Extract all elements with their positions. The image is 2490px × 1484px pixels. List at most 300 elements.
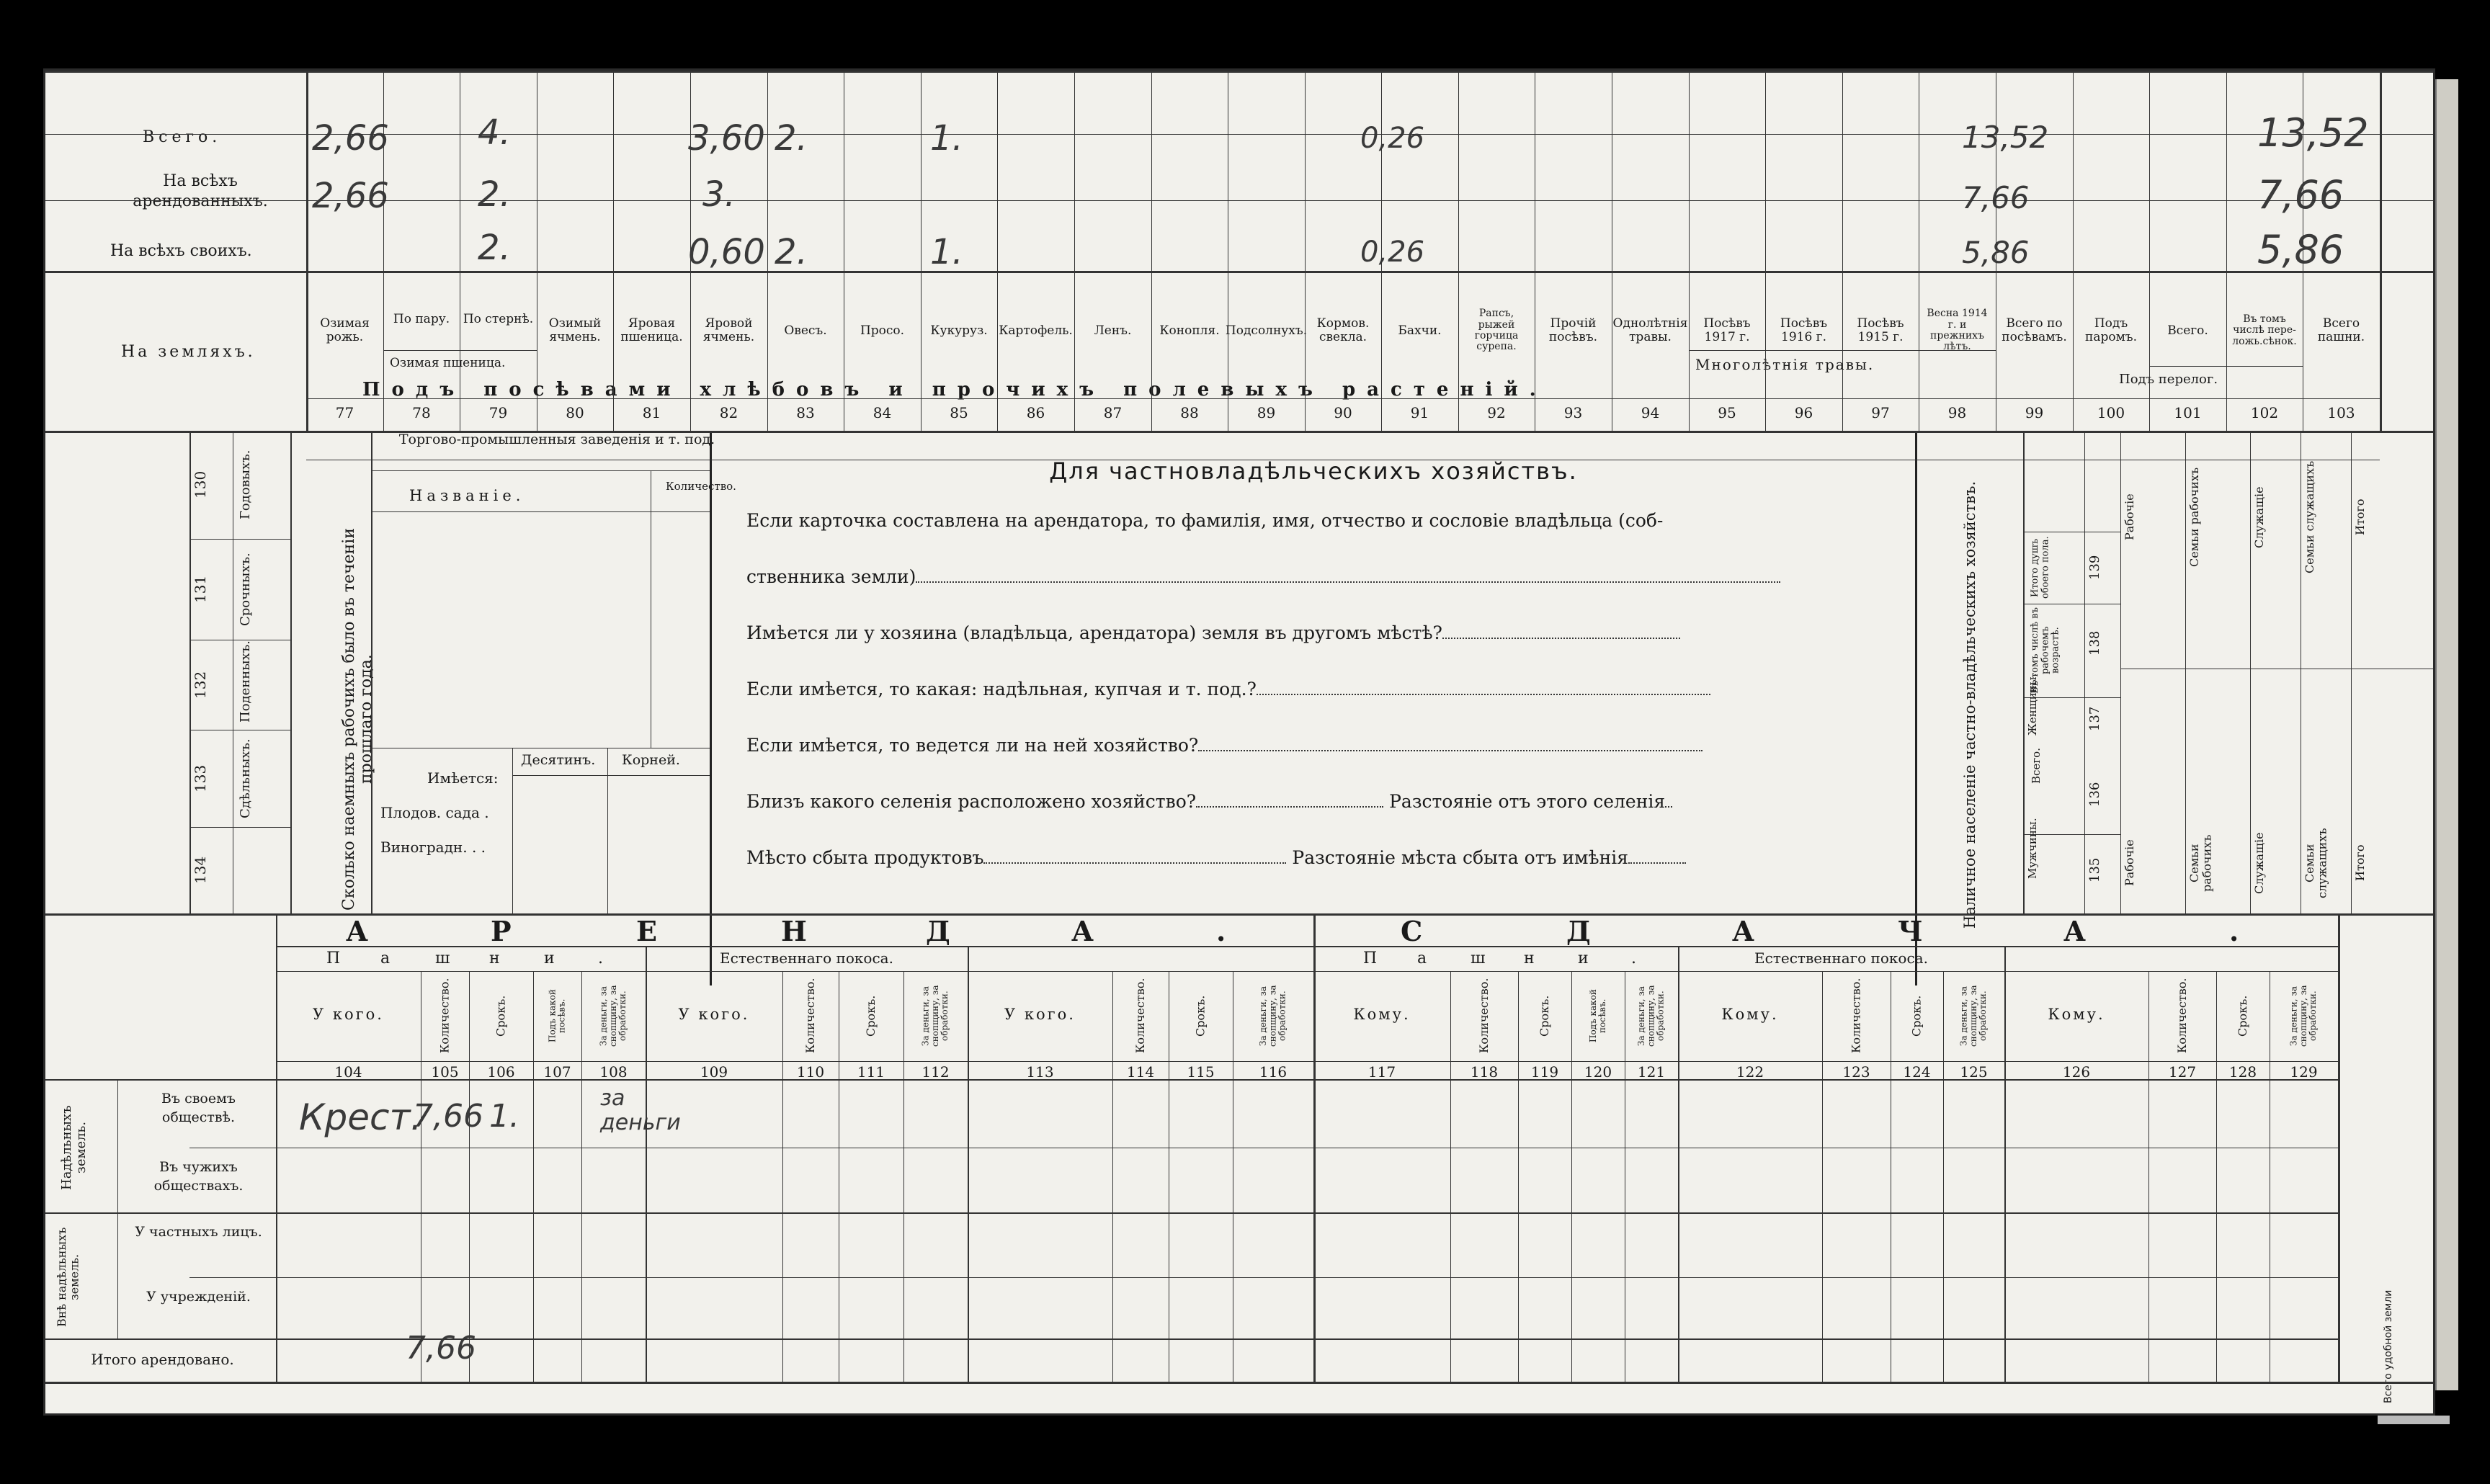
column-header: По стернѣ. [463,311,534,326]
column-number: 86 [1026,404,1045,421]
worker-row-number: 132 [192,671,209,699]
rule-line [371,511,710,512]
box-line-4-text: Если имѣется, то какая: надѣльная, купчая и т. под.? [746,679,1257,699]
column-header: Ленъ. [1094,323,1132,338]
lease-column-number: 108 [599,1063,628,1081]
pashni-letter: и [544,949,555,967]
rule-line [45,200,2435,201]
rule-line [45,1212,2338,1214]
row-label-na-zemlyakh: На земляхъ. [121,343,256,361]
column-header: Весна 1914 г. и прежнихъ лѣтъ. [1927,308,1988,353]
sdacha-letter: Д [1566,915,1591,947]
rule-line [383,71,384,431]
column-header: Яровой ячмень. [702,316,755,344]
rule-line [306,71,308,431]
pashni-letter: П [1363,949,1378,967]
column-header: Всего пашни. [2317,316,2365,344]
ozim-psh-caption: Озимая пшеница. [390,356,506,370]
column-header: Яровая пшеница. [620,316,683,344]
lease-column-number: 113 [1026,1063,1054,1081]
rule-line [1112,971,1113,1382]
rule-line [581,971,582,1382]
right-margin-note: Всего удобной земли [2383,1289,2394,1403]
lease-column-number: 129 [2290,1063,2318,1081]
pop-number: 137 [2087,706,2102,732]
column-header: Всего по посѣвамъ. [2002,316,2067,344]
column-number: 98 [1947,404,1967,421]
rule-line [2149,366,2303,367]
worker-row-number: 130 [192,470,209,499]
column-number: 89 [1257,404,1276,421]
lease-column-number: 123 [1842,1063,1870,1081]
box-line-7-text: Мѣсто сбыта продуктовъ [746,847,984,868]
hw-value: 4. [478,112,511,153]
box-line-3-text: Имѣется ли у хозяина (владѣльца, арендатора) земля въ другомъ мѣстѣ? [746,622,1442,643]
rule-line [903,971,904,1382]
desyatin-label: Десятинъ. [521,752,596,768]
pop-header: Итого душъ обоего пола. [2030,536,2051,599]
pop-column-header: Семьи рабочихъ [2187,467,2201,568]
lease-column-number: 119 [1530,1063,1559,1081]
rule-line [2148,971,2149,1382]
rule-line [2023,431,2025,913]
box-title: Для частновладѣльческихъ хозяйствъ. [1049,457,1578,485]
rule-line [469,971,470,1382]
census-card [43,68,2435,1416]
rule-line [2216,971,2217,1382]
column-number: 77 [335,404,354,421]
hw-value: 7,66 [413,1098,483,1135]
column-header: Рапсъ, рыжей горчица сурепа. [1474,308,1519,353]
lease-column-header: За деньги, за снопщину, за обработки. [920,985,950,1047]
pop-column-header: Рабочіе [2123,839,2136,887]
hw-value: 13,52 [1962,120,2049,155]
column-number: 82 [719,404,738,421]
hw-value: 2,66 [312,118,389,158]
lease-column-header: Срокъ. [1909,995,1924,1037]
lease-column-header: У кого. [313,1006,384,1023]
pop-group: Мужчины. [2026,818,2039,880]
hw-value: 5,86 [1962,235,2030,270]
lease-row-label: У учрежденій. [146,1289,251,1305]
worker-row-number: 133 [192,764,209,792]
column-header: Озимая рожь. [320,316,370,344]
lease-column-header: Срокъ. [494,995,508,1037]
rule-line [306,398,2380,399]
column-header: Конопля. [1159,323,1220,338]
column-header: Картофель. [999,323,1073,338]
arenda-letter: Д [926,915,950,947]
hw-value: 7,66 [1962,180,2030,215]
column-header: Озимый ячмень. [548,316,602,344]
rule-line [1381,71,1382,431]
pop-column-header: Итого [2353,844,2367,882]
imeetsya-label: Имѣется: [427,769,499,787]
column-number: 103 [2327,404,2355,421]
lease-column-header: Количество. [437,978,452,1054]
rule-line [997,71,998,431]
rule-line [533,971,534,1382]
hired-workers-caption: Сколько наемныхъ рабочихъ было въ теченіи прошлаго года. [340,527,376,911]
rule-line [2185,431,2186,913]
arenda-letter: Р [491,915,512,947]
column-header: Кормов. свекла. [1316,316,1370,344]
rule-line [1518,971,1519,1382]
column-number: 93 [1563,404,1583,421]
hw-value: 3. [702,174,736,215]
lease-column-number: 110 [796,1063,825,1081]
hw-value: за деньги [600,1086,681,1135]
box-line-7b-text: Разстояніе мѣста сбыта отъ имѣнія [1292,847,1629,868]
column-number: 92 [1487,404,1506,421]
rule-line [45,1338,2338,1340]
lease-column-header: Срокъ. [864,995,878,1037]
rule-line [45,71,2435,73]
plodov-sada-text: Плодов. сада [380,804,480,821]
kolichestvo-label: Количество. [666,480,736,493]
rule-line [613,71,614,431]
box-line-5-text: Если имѣется, то ведется ли на ней хозяйство? [746,735,1199,756]
crops-banner: Подъ посѣвами хлѣбовъ и прочихъ полевыхъ растеній. [362,379,1548,401]
column-number: 88 [1180,404,1199,421]
column-header: Всего. [2167,323,2208,338]
rule-line [371,431,372,913]
arenda-letter: Н [781,915,807,947]
rule-line [2338,913,2340,1382]
rule-line [1450,971,1451,1382]
column-number: 102 [2250,404,2279,421]
pop-number: 135 [2087,857,2102,883]
column-header: Бахчи. [1398,323,1442,338]
rule-line [276,913,277,1382]
worker-row-number: 131 [192,575,209,604]
row-label-svoikh: На всѣхъ своихъ. [110,242,252,260]
column-header: Посѣвъ 1917 г. [1703,316,1751,344]
rule-line [371,470,710,471]
hw-value: 2. [775,118,808,158]
lease-row-label: Въ своемъ обществѣ. [161,1091,236,1125]
rule-line [1689,71,1690,431]
lease-column-number: 106 [487,1063,515,1081]
rule-line [45,1382,2435,1384]
rule-line [189,1277,2338,1278]
lease-row-label: Въ чужихъ обществахъ. [153,1159,244,1194]
rule-line [690,71,691,431]
rule-line [1765,71,1766,431]
pashni-letter: и [1578,949,1589,967]
lease-column-header: За деньги, за снопщину, за обработки. [1636,985,1666,1047]
pop-column-header: Служащіе [2252,486,2266,548]
lease-column-number: 121 [1637,1063,1666,1081]
lease-column-number: 125 [1960,1063,1988,1081]
lease-column-number: 112 [922,1063,950,1081]
plodov-sada-label: Плодов. сада . [380,804,489,821]
column-number: 81 [642,404,661,421]
lease-column-header: Кому. [2048,1006,2105,1023]
sdacha-letter: . [2229,915,2239,947]
lease-column-header: За деньги, за снопщину, за обработки. [2288,985,2319,1047]
rule-line [1822,971,1823,1382]
pop-column-header: Итого [2353,499,2367,536]
column-number: 80 [566,404,584,421]
pop-header: Въ томъ числѣ въ рабочемъ возрастѣ. [2030,607,2061,694]
column-number: 97 [1871,404,1890,421]
arenda-letter: А [1071,915,1094,947]
worker-row-number: 134 [192,856,209,885]
hw-value: 3,60 [688,118,765,158]
hw-value: 2. [478,228,511,268]
rule-line [189,431,191,913]
lease-row-label: Итого арендовано. [91,1351,234,1368]
lease-column-number: 117 [1367,1063,1396,1081]
lease-column-number: 116 [1259,1063,1288,1081]
paper-edge [2435,79,2458,1390]
lease-column-header: Количество. [1477,978,1491,1054]
lease-column-header: Количество. [2175,978,2190,1054]
pop-number: 138 [2087,630,2102,656]
column-number: 95 [1718,404,1736,421]
rule-line [921,71,922,431]
sdacha-letter: А [2063,915,2086,947]
hw-value: 13,52 [2257,110,2369,156]
lease-column-number: 120 [1584,1063,1612,1081]
rule-line [1305,71,1306,431]
lease-column-number: 124 [1903,1063,1931,1081]
column-number: 83 [796,404,815,421]
lease-column-number: 104 [334,1063,362,1081]
hw-value: 5,86 [2257,227,2344,272]
lease-column-header: За деньги, за снопщину, за обработки. [1258,985,1288,1047]
rule-line [1689,350,1996,351]
lease-column-header: Срокъ. [2236,995,2250,1037]
rule-line [512,748,513,913]
lease-column-number: 114 [1126,1063,1155,1081]
hw-value: 7,66 [2257,172,2344,218]
rule-line [2073,71,2074,431]
pashni-letter: а [1417,949,1427,967]
rule-line [117,1079,118,1338]
pop-number: 139 [2087,555,2102,581]
hw-value: 1. [489,1098,519,1135]
rule-line [607,748,608,913]
pashni-letter: ш [1471,949,1486,967]
column-number: 90 [1334,404,1352,421]
rule-line [189,539,290,540]
pop-column-header: Семьи рабочихъ [2187,834,2214,892]
rule-line [2084,431,2085,913]
row-label-vsego: Всего. [143,128,222,146]
rule-line [782,971,783,1382]
pop-group: Женщины. [2026,673,2039,736]
pashni-letter: н [489,949,500,967]
column-number: 85 [950,404,968,421]
sdacha-letter: А [1732,915,1754,947]
pashni-letter: а [380,949,391,967]
rule-line [45,271,2435,273]
box-line-6b-text: Разстояніе отъ этого селенія [1389,791,1666,812]
lease-column-number: 109 [700,1063,728,1081]
lease-column-number: 122 [1736,1063,1764,1081]
pashni-letter: П [326,949,341,967]
rule-line [383,350,537,351]
column-header: Просо. [860,323,905,338]
pashni-letter: . [1631,949,1636,967]
rule-line [45,431,2435,433]
rule-line [1943,971,1944,1382]
lease-column-header: Срокъ. [1538,995,1552,1037]
column-header: Подъ паромъ. [2084,316,2138,344]
pop-column-header: Семьи служащихъ [2303,460,2316,574]
korney-label: Корней. [622,752,680,768]
pop-header: Всего. [2030,748,2043,784]
rule-line [1458,71,1459,431]
column-number: 96 [1794,404,1813,421]
pop-column-header: Служащіе [2252,832,2266,894]
rule-line [767,71,768,431]
sdacha-letter: С [1401,915,1423,947]
rule-line [189,827,290,828]
hw-value: 1. [930,118,963,158]
column-header: Кукуруз. [930,323,988,338]
box-line-6-text: Близъ какого селенія расположено хозяйство? [746,791,1197,812]
rule-line [2120,431,2121,913]
column-number: 87 [1103,404,1123,421]
pop-number: 136 [2087,782,2102,808]
lease-column-header: Количество. [1849,978,1863,1054]
lease-column-header: У кого. [1004,1006,1076,1023]
rule-line [1313,913,1316,1382]
est-pokosa-label: Естественнаго покоса. [720,949,893,967]
lease-column-header: Подъ какой посѣвъ. [1587,989,1607,1042]
lease-column-header: За деньги, за снопщину, за обработки. [598,985,628,1047]
hw-value: Крест. [299,1096,422,1138]
rule-line [1151,71,1152,431]
column-number: 84 [873,404,892,421]
pop-column-header: Семьи служащихъ [2303,828,2329,898]
pashni-letter: . [598,949,603,967]
column-number: 94 [1641,404,1660,421]
private-farms-box [710,431,1917,985]
column-header: По пару. [393,311,450,326]
column-header: Посѣвъ 1916 г. [1780,316,1828,344]
column-header: Прочій посѣвъ. [1548,316,1598,344]
box-line-2 [746,568,1780,586]
lease-column-header: У кого. [678,1006,750,1023]
hw-value: 1. [930,232,963,272]
worker-row-label: Поденныхъ. [238,640,253,723]
worker-row-label: Сдѣльныхъ. [238,738,253,818]
paper-edge [2378,1416,2450,1424]
rule-line [2380,71,2382,431]
lease-column-header: Количество. [803,978,818,1054]
worker-row-label: Годовыхъ. [238,450,253,520]
box-line-4 [746,680,1710,698]
column-number: 100 [2097,404,2125,421]
column-header: Подсолнухъ. [1225,323,1308,338]
lease-column-header: За деньги, за снопщину, за обработки. [1958,985,1989,1047]
vinogradn-text: Виноградн. [380,839,468,856]
rule-line [2351,431,2352,913]
rule-line [290,431,292,913]
lease-column-number: 128 [2228,1063,2257,1081]
column-number: 101 [2174,404,2202,421]
lease-column-header: Срокъ. [1193,995,1208,1037]
rule-line [1074,71,1075,431]
population-caption: Наличное населеніе частно-владѣльческихъ хозяйствъ. [1961,480,1978,929]
column-number: 79 [488,404,508,421]
pop-column-header: Рабочіе [2123,493,2136,541]
rule-line [2250,431,2251,913]
box-line-3 [746,624,1680,642]
rule-line [45,134,2435,135]
hw-value: 0,60 [688,232,765,272]
hw-value: 2,66 [312,176,389,216]
est-pokosa-label: Естественнаго покоса. [1754,949,1928,967]
arenda-letter: . [1216,915,1226,947]
column-header: Однолѣтнія травы. [1612,316,1688,344]
row-group-label: Надѣльныхъ земель. [59,1105,89,1190]
hw-value: 7,66 [406,1330,476,1367]
worker-row-label: Срочныхъ. [238,553,253,626]
rule-line [2149,71,2150,431]
hw-value: 2. [775,232,808,272]
rule-line [276,1061,2338,1062]
rule-line [2226,71,2227,431]
rule-line [1571,971,1572,1382]
column-header: Овесъ. [784,323,827,338]
box-line-5 [746,736,1703,754]
pashni-letter: н [1524,949,1535,967]
mnogolet-caption: Многолѣтнія травы. [1695,356,1875,373]
sdacha-letter: Ч [1898,915,1923,947]
hw-value: 0,26 [1360,122,1425,155]
arenda-letter: А [346,915,368,947]
perelog-caption: Подъ перелог. [2119,372,2218,387]
box-line-6 [746,792,1672,810]
row-label-arendovannykh: На всѣхъ арендованныхъ. [133,172,268,210]
column-number: 91 [1410,404,1429,421]
column-header: Въ томъ числѣ пере-ложь.сѣнок. [2232,313,2297,347]
lease-column-number: 118 [1470,1063,1499,1081]
lease-row-label: У частныхъ лицъ. [135,1224,262,1240]
box-line-1: Если карточка составлена на арендатора, то фамилія, имя, отчество и сословіе владѣльца (соб- [746,510,1664,531]
row-group-label: Внѣ надѣльныхъ земель. [55,1227,81,1328]
nazvanie-label: Названіе. [409,487,525,504]
column-header: Посѣвъ 1915 г. [1857,316,1904,344]
column-number: 78 [412,404,431,421]
lease-column-header: Количество. [1133,978,1148,1054]
box-line-7 [746,849,1686,867]
lease-column-header: Кому. [1721,1006,1779,1023]
column-number: 99 [2025,404,2044,421]
lease-column-number: 111 [857,1063,885,1081]
lease-column-number: 115 [1187,1063,1215,1081]
lease-column-number: 127 [2168,1063,2197,1081]
hw-value: 2. [478,174,511,215]
box-line-2-text: ственника земли) [746,566,916,587]
torg-title: Торгово-промышленныя заведенія и т. под. [398,432,715,447]
rule-line [512,775,710,776]
lease-column-number: 126 [2062,1063,2091,1081]
lease-column-number: 107 [543,1063,571,1081]
rule-line [1842,71,1843,431]
rule-line [276,971,2338,972]
vinogradn-label: Виноградн. . . [380,839,486,856]
pashni-letter: ш [435,949,450,967]
rule-line [276,946,2338,947]
lease-column-header: Подъ какой посѣвъ. [547,989,567,1042]
arenda-letter: Е [636,915,657,947]
